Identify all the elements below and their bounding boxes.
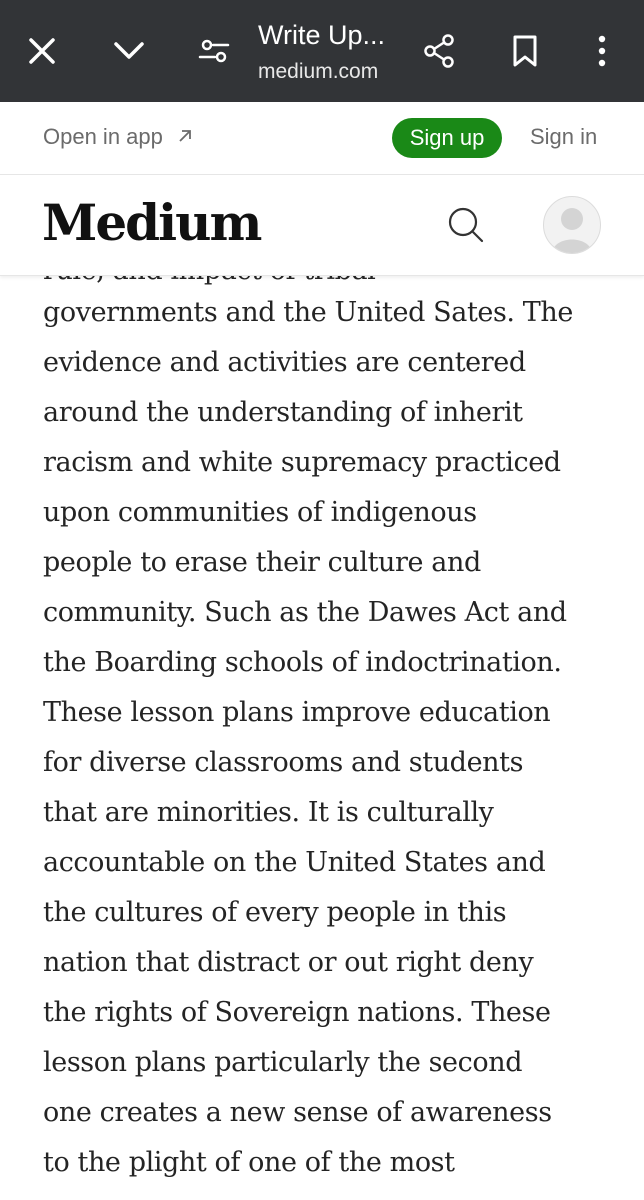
article-line: one creates a new sense of awareness [43,1097,552,1128]
article-line: for diverse classrooms and students [43,747,524,778]
sign-up-button[interactable]: Sign up [392,118,502,158]
bookmark-icon[interactable] [498,24,552,78]
more-vert-icon[interactable] [575,24,629,78]
browser-toolbar [0,0,644,102]
open-in-app-label: Open in app [43,124,163,149]
arrow-up-right-icon [177,124,193,150]
article-line: people to erase their culture and [43,547,481,578]
article-line: evidence and activities are centered [43,347,526,378]
article-line: governments and the United Sates. The [43,297,573,328]
app-banner [0,102,644,175]
chevron-down-icon[interactable] [102,24,156,78]
site-header [0,175,644,276]
article-line: nation that distract or out right deny [43,947,534,978]
article-line: the cultures of every people in this [43,897,507,928]
article-line: to the plight of one of the most [43,1147,455,1178]
search-icon[interactable] [444,203,488,247]
article-line: lesson plans particularly the second [43,1047,523,1078]
page-info-icon[interactable] [187,24,241,78]
article-line: the rights of Sovereign nations. These [43,997,551,1028]
article-line: upon communities of indigenous [43,497,477,528]
avatar-icon[interactable] [543,196,601,254]
page-title[interactable]: Write Up... [258,20,386,50]
article-line: These lesson plans improve education [43,697,551,728]
page-url[interactable]: medium.com [258,60,379,83]
close-icon[interactable] [15,24,69,78]
open-in-app-link[interactable] [43,124,193,150]
sign-in-link[interactable]: Sign in [530,124,598,149]
article-line: racism and white supremacy practiced [43,447,561,478]
article-line: that are minorities. It is culturally [43,797,494,828]
article-line: the Boarding schools of indoctrination. [43,647,562,678]
article-line: around the understanding of inherit [43,397,523,428]
article-body [0,230,644,1200]
article-line: community. Such as the Dawes Act and [43,597,567,628]
article-line: accountable on the United States and [43,847,546,878]
medium-logo[interactable]: Medium [42,193,261,252]
share-icon[interactable] [412,24,466,78]
